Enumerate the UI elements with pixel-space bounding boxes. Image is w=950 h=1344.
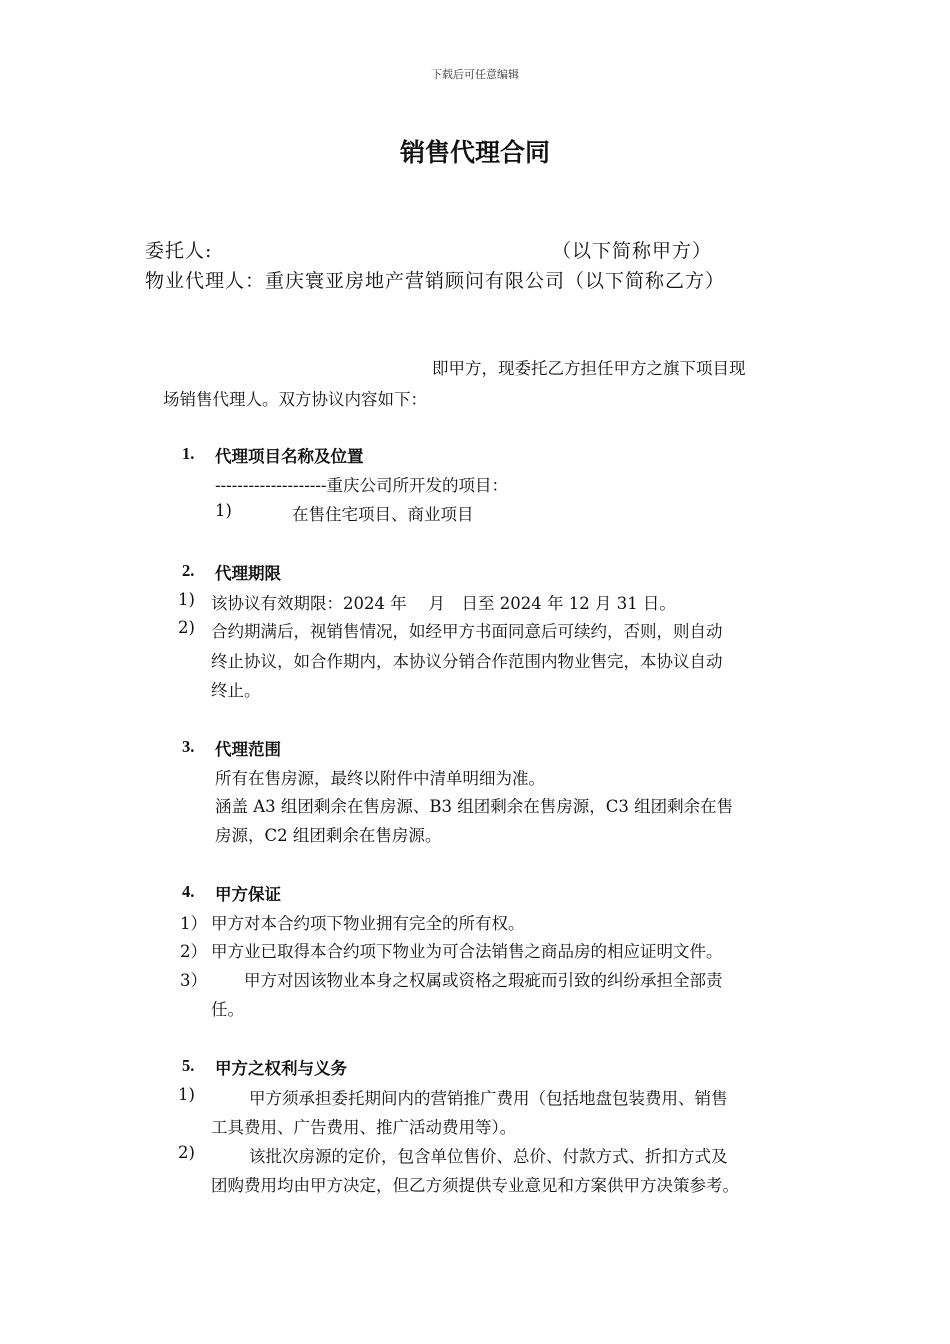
section-1-item-marker: 1) (215, 501, 232, 520)
client-suffix: （以下简称甲方） (552, 240, 713, 262)
section-5-item-1-line-2: 工具费用、广告费用、推广活动费用等）。 (211, 1118, 517, 1137)
section-5-item-2-line-2: 团购费用均由甲方决定，但乙方须提供专业意见和方案供甲方决策参考。 (211, 1176, 739, 1195)
section-2-number: 2. (182, 561, 195, 580)
section-2-item-1-marker: 1) (178, 590, 195, 609)
section-4-item-2-marker: 2） (180, 942, 207, 961)
section-2-item-2-line-3: 终止。 (211, 681, 261, 700)
section-4-item-1-line-1: 甲方对本合约项下物业拥有完全的所有权。 (211, 914, 525, 933)
section-1-number: 1. (182, 444, 195, 463)
section-2-item-2-line-1: 合约期满后，视销售情况，如经甲方书面同意后可续约，否则，则自动 (211, 622, 723, 641)
section-3-title: 代理范围 (215, 740, 281, 759)
document-title: 销售代理合同 (399, 138, 550, 167)
header-note: 下载后可任意编辑 (431, 68, 519, 81)
section-5-item-1-line-1: 甲方须承担委托期间内的营销推广费用（包括地盘包装费用、销售 (249, 1089, 728, 1108)
section-1-line: --------------------重庆公司所开发的项目： (215, 476, 509, 495)
section-3-number: 3. (182, 737, 195, 756)
section-5-item-2-line-1: 该批次房源的定价，包含单位售价、总价、付款方式、折扣方式及 (249, 1147, 728, 1166)
section-5-number: 5. (182, 1056, 195, 1075)
client-label: 委托人: (145, 240, 213, 262)
section-2-item-2-line-2: 终止协议，如合作期内，本协议分销合作范围内物业售完，本协议自动 (211, 652, 723, 671)
section-4-item-3-line-2: 任。 (211, 1000, 244, 1019)
section-5-item-2-marker: 2) (178, 1143, 195, 1162)
section-3-line-1: 所有在售房源，最终以附件中清单明细为准。 (215, 769, 545, 788)
section-2-item-1-line-1: 该协议有效期限：2024 年 月 日至 2024 年 12 月 31 日。 (211, 594, 676, 613)
section-4-item-3-line-1: 甲方对因该物业本身之权属或资格之瑕疵而引致的纠纷承担全部责 (244, 971, 723, 990)
section-4-item-2-line-1: 甲方业已取得本合约项下物业为可合法销售之商品房的相应证明文件。 (211, 942, 723, 961)
intro-line-1: 即甲方，现委托乙方担任甲方之旗下项目现 (432, 359, 746, 378)
section-1-item-text: 在售住宅项目、商业项目 (292, 505, 474, 524)
section-4-item-3-marker: 3） (180, 971, 207, 990)
section-1-title: 代理项目名称及位置 (215, 447, 364, 466)
section-2-item-2-marker: 2) (178, 618, 195, 637)
section-2-title: 代理期限 (215, 564, 281, 583)
section-4-number: 4. (182, 882, 195, 901)
section-4-item-1-marker: 1） (180, 914, 207, 933)
section-3-line-2: 涵盖 A3 组团剩余在售房源、B3 组团剩余在售房源，C3 组团剩余在售 (215, 797, 734, 816)
section-5-item-1-marker: 1) (178, 1085, 195, 1104)
section-5-title: 甲方之权利与义务 (215, 1059, 347, 1078)
section-3-line-3: 房源，C2 组团剩余在售房源。 (215, 826, 442, 845)
section-4-title: 甲方保证 (215, 885, 281, 904)
agent-line: 物业代理人：重庆寰亚房地产营销顾问有限公司（以下简称乙方） (145, 270, 726, 292)
intro-line-2: 场销售代理人。双方协议内容如下： (163, 390, 427, 409)
